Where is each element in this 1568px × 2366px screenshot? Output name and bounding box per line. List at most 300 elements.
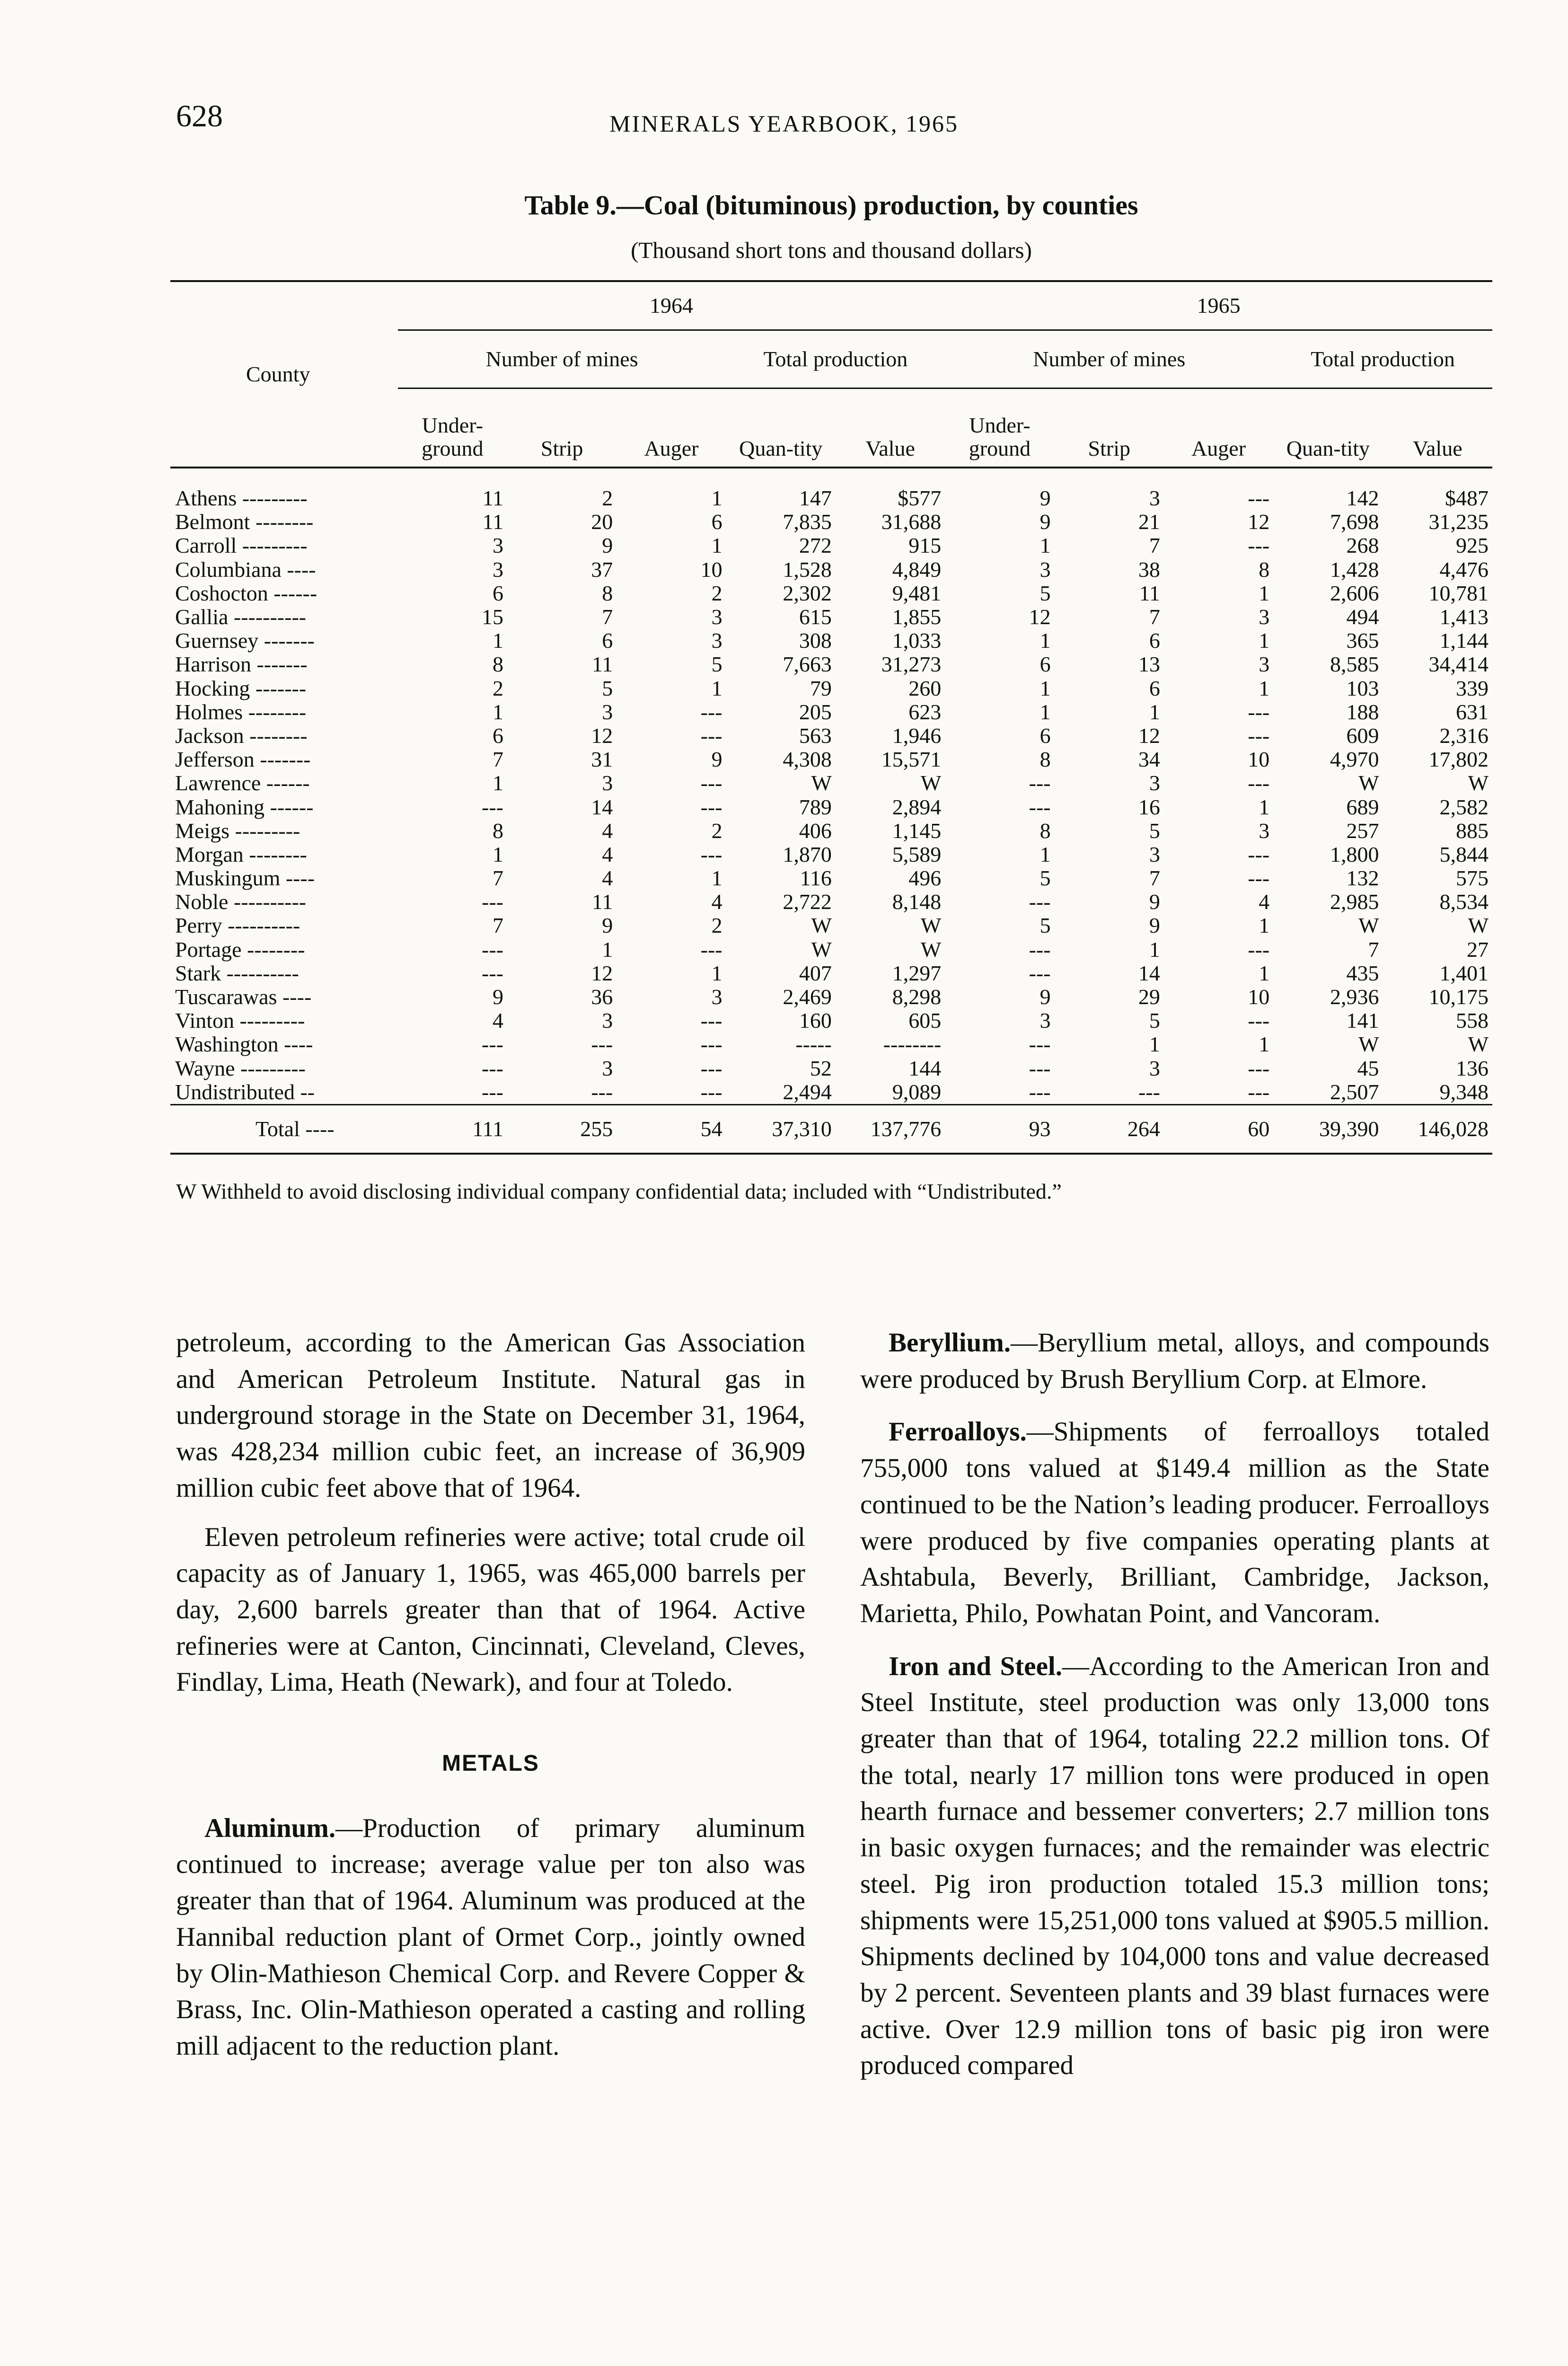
table-cell: 5,844 (1439, 842, 1489, 866)
table-cell: 406 (799, 818, 832, 843)
table-cell: 268 (1346, 533, 1379, 558)
table-title: Table 9.—Coal (bituminous) production, by counties (524, 190, 1138, 221)
table-row (170, 843, 1492, 866)
table-cell: 9,481 (892, 581, 942, 605)
table-cell: $577 (898, 486, 942, 511)
table-cell: 2,469 (783, 985, 832, 1009)
table-row (170, 985, 1492, 1009)
mines-1965-header: Number of mines (945, 330, 1273, 388)
table-cell: 6 (1149, 628, 1160, 653)
page-number: 628 (176, 99, 223, 133)
running-head: MINERALS YEARBOOK, 1965 (609, 110, 959, 137)
table-cell: 1 (1039, 533, 1051, 558)
paragraph-text: —Shipments of ferroalloys totaled 755,000 tons valued at $149.4 million as the State continued to be the Nation’s leading producer. Ferroalloys were produced by five companies operating plants at Ashtabula, Beverly, Brilliant, Cambridge, Jackson, Marietta, Philo, Powhatan Point, and Vancoram. (860, 1417, 1489, 1628)
table-cell: 435 (1346, 961, 1379, 985)
table-cell: 496 (908, 866, 942, 891)
table-cell: 1 (1039, 628, 1051, 653)
table-row (170, 653, 1492, 676)
table-row (170, 1033, 1492, 1056)
table-cell: 885 (1456, 818, 1489, 843)
table-cell: 15 (481, 605, 503, 629)
table-cell: 20 (591, 510, 613, 534)
table-cell: 3 (711, 985, 722, 1009)
table-cell: 1 (1259, 1032, 1270, 1057)
table-cell: 1,413 (1439, 605, 1489, 629)
table-cell: 5 (602, 676, 613, 700)
year-1965-header: 1965 (945, 281, 1492, 330)
county-column-header: County (170, 281, 398, 468)
table-cell: 257 (1346, 818, 1379, 843)
table-cell: W (1468, 913, 1489, 938)
table-cell: 9 (1149, 890, 1160, 914)
paragraph-text: —Production of primary aluminum continued to increase; average value per ton also was greater than that of 1964. Aluminum was produced at the Hannibal reduction plant of Ormet Corp., jointly owned by Olin-Mathieson Chemical Corp. and Revere Copper & Brass, Inc. Olin-Mathieson operated a casting and rolling mill adjacent to the reduction plant. (176, 1813, 805, 2061)
table-cell: 563 (799, 723, 832, 748)
table-cell: 10,781 (1428, 581, 1489, 605)
table-cell: 8,148 (892, 890, 942, 914)
table-cell: 37 (591, 557, 613, 582)
table-cell: W (920, 771, 942, 795)
table-cell: --- (700, 1056, 722, 1080)
table-body (170, 468, 1492, 1104)
table-cell: --- (1248, 723, 1270, 748)
table-cell: W (920, 913, 942, 938)
table-cell: --- (1248, 842, 1270, 866)
table-cell: 5 (1039, 866, 1051, 891)
table-cell: 2 (602, 486, 613, 511)
table-cell: 2 (711, 913, 722, 938)
table-cell: 2,507 (1330, 1079, 1379, 1104)
table-cell: 14 (591, 795, 613, 819)
table-cell: 1 (1039, 676, 1051, 700)
table-cell: ----- (795, 1032, 832, 1057)
table-cell: 31,273 (881, 652, 942, 677)
table-cell: 141 (1346, 1008, 1379, 1033)
table-cell: 9,089 (892, 1079, 942, 1104)
table-cell: 10 (1248, 985, 1270, 1009)
table-cell: 3 (492, 557, 503, 582)
total-row (170, 1104, 1492, 1154)
table-cell: 1,870 (783, 842, 832, 866)
county-name: Perry ---------- (175, 913, 300, 938)
table-cell: 37,310 (726, 1104, 836, 1154)
table-cell: --- (1029, 1079, 1051, 1104)
table-cell: 8,298 (892, 985, 942, 1009)
runin-heading: Ferroalloys. (889, 1417, 1027, 1447)
table-cell: 2 (711, 818, 722, 843)
table-cell: 1 (1149, 937, 1160, 962)
table-cell: 34,414 (1428, 652, 1489, 677)
table-cell: 2,985 (1330, 890, 1379, 914)
table-cell: 9 (711, 747, 722, 772)
table-cell: 3 (1149, 486, 1160, 511)
table-row (170, 677, 1492, 700)
table-cell: 29 (1138, 985, 1160, 1009)
table-cell: 4 (1259, 890, 1270, 914)
auger-1964-header: Auger (617, 388, 726, 468)
table-cell: 1,144 (1439, 628, 1489, 653)
county-name: Jackson -------- (175, 723, 308, 748)
table-cell: --- (1029, 1032, 1051, 1057)
table-cell: 915 (908, 533, 942, 558)
runin-heading: Iron and Steel. (889, 1651, 1062, 1681)
table-cell: --- (1248, 1079, 1270, 1104)
table-cell: 45 (1357, 1056, 1379, 1080)
table-cell: 4 (602, 818, 613, 843)
paragraph-text: —According to the American Iron and Steel Institute, steel production was only 13,000 tons greater than that of 1964, totaling 22.2 million tons. Of the total, nearly 17 million tons were produced in open hearth furnace and bessemer converters; 2.7 million tons in basic oxygen furnaces; and the remainder was electric steel. Pig iron production totaled 15.3 million tons; shipments were 15,251,000 tons valued at $905.5 million. Shipments declined by 104,000 tons and value decreased by 2 percent. Seventeen plants and 39 blast furnaces were active. Over 12.9 million tons of basic pig iron were produced compared (860, 1651, 1490, 2081)
quantity-1965-header: Quan-tity (1273, 388, 1383, 468)
table-cell: 925 (1456, 533, 1489, 558)
table-cell: 147 (799, 486, 832, 511)
table-cell: 1 (1039, 842, 1051, 866)
table-cell: 6 (492, 723, 503, 748)
table-cell: 39,390 (1273, 1104, 1383, 1154)
section-heading: METALS (442, 1751, 539, 1776)
table-cell: 1 (1259, 961, 1270, 985)
table-cell: 12 (1138, 723, 1160, 748)
table-cell: --- (1248, 1056, 1270, 1080)
table-cell: W (811, 913, 832, 938)
table-cell: 11 (592, 890, 613, 914)
table-cell: 9 (602, 913, 613, 938)
table-cell: W (1358, 913, 1379, 938)
table-row (170, 890, 1492, 914)
table-cell: 609 (1346, 723, 1379, 748)
table-cell: --- (482, 795, 503, 819)
paragraph: petroleum, according to the American Gas Association and American Petroleum Institute. Natural gas in underground storage in the State on December 31, 1964, was 428,234 million cubic feet, an increase of 36,909 million cubic feet above that of 1964. (176, 1328, 805, 1503)
paragraph-text: —Beryllium metal, alloys, and compounds were produced by Brush Beryllium Corp. at Elmore. (860, 1328, 1489, 1394)
table-cell: 8 (1259, 557, 1270, 582)
table-cell: 4 (602, 842, 613, 866)
table-cell: 1 (711, 961, 722, 985)
table-cell: 11 (1139, 581, 1160, 605)
table-cell: 8 (1039, 818, 1051, 843)
table-cell: 1 (711, 866, 722, 891)
table-cell: 137,776 (836, 1104, 945, 1154)
table-cell: 7 (492, 747, 503, 772)
table-cell: 10 (700, 557, 722, 582)
county-name: Noble ---------- (175, 890, 307, 914)
table-row (170, 724, 1492, 748)
table-cell: 2 (492, 676, 503, 700)
table-cell: 31,235 (1428, 510, 1489, 534)
table-cell: 2,582 (1439, 795, 1489, 819)
table-cell: --- (1248, 866, 1270, 891)
table-cell: --- (1029, 937, 1051, 962)
table-cell: 36 (591, 985, 613, 1009)
table-cell: 8 (1039, 747, 1051, 772)
table-row (170, 819, 1492, 843)
table-cell: 494 (1346, 605, 1379, 629)
county-name: Athens --------- (175, 486, 308, 511)
table-cell: 339 (1456, 676, 1489, 700)
county-name: Washington ---- (175, 1032, 313, 1057)
county-name: Gallia ---------- (175, 605, 307, 629)
county-name: Guernsey ------- (175, 628, 315, 653)
table-cell: 1 (1259, 676, 1270, 700)
county-name: Columbiana ---- (175, 557, 316, 582)
table-cell: 7 (1368, 937, 1379, 962)
table-cell: 2,894 (892, 795, 942, 819)
underground-1964-header: Under-ground (398, 388, 507, 468)
underground-1965-header: Under-ground (945, 388, 1054, 468)
county-name: Carroll --------- (175, 533, 308, 558)
table-cell: --- (591, 1032, 613, 1057)
table-cell: 1 (1259, 581, 1270, 605)
table-cell: 12 (1029, 605, 1051, 629)
table-cell: 9 (1039, 486, 1051, 511)
table-cell: --- (482, 1079, 503, 1104)
strip-1964-header: Strip (507, 388, 617, 468)
table-cell: 16 (1138, 795, 1160, 819)
table-cell: 93 (945, 1104, 1054, 1154)
table-cell: 1 (1259, 628, 1270, 653)
table-cell: 3 (602, 1008, 613, 1033)
table-cell: 558 (1456, 1008, 1489, 1033)
table-row (170, 510, 1492, 534)
table-cell: 5 (1149, 818, 1160, 843)
table-cell: --- (700, 771, 722, 795)
table-cell: 1 (492, 771, 503, 795)
table-cell: 144 (908, 1056, 942, 1080)
table-row (170, 1009, 1492, 1033)
production-1965-header: Total production (1273, 330, 1492, 388)
table-cell: $487 (1445, 486, 1489, 511)
table-cell: 6 (1039, 723, 1051, 748)
auger-1965-header: Auger (1164, 388, 1273, 468)
county-name: Meigs --------- (175, 818, 300, 843)
table-cell: 3 (1149, 842, 1160, 866)
table-cell: --- (1248, 771, 1270, 795)
table-cell: --- (1029, 771, 1051, 795)
county-name: Belmont -------- (175, 510, 314, 534)
table-cell: 1,401 (1439, 961, 1489, 985)
table-cell: 5 (1039, 581, 1051, 605)
table-cell: --- (700, 1032, 722, 1057)
table-cell: --- (700, 699, 722, 724)
table-cell: 188 (1346, 699, 1379, 724)
county-name: Morgan -------- (175, 842, 307, 866)
table-cell: 7 (1149, 866, 1160, 891)
table-row (170, 938, 1492, 962)
table-cell: 1 (1149, 699, 1160, 724)
table-cell: W (811, 937, 832, 962)
table-cell: --- (482, 1032, 503, 1057)
table-cell: 5,589 (892, 842, 942, 866)
table-cell: 9 (1149, 913, 1160, 938)
table-cell: --- (700, 1008, 722, 1033)
table-cell: 4,849 (892, 557, 942, 582)
table-cell: 1 (1039, 699, 1051, 724)
table-cell: 2 (711, 581, 722, 605)
table-cell: 142 (1346, 486, 1379, 511)
table-cell: 10,175 (1428, 985, 1489, 1009)
table-cell: 272 (799, 533, 832, 558)
paragraph (176, 1810, 805, 2065)
county-name: Lawrence ------ (175, 771, 310, 795)
table-cell: 6 (602, 628, 613, 653)
table-cell: 2,606 (1330, 581, 1379, 605)
table-cell: 8 (602, 581, 613, 605)
paragraph (860, 1649, 1489, 2084)
table-row (170, 962, 1492, 985)
table-cell: 8 (492, 818, 503, 843)
table-cell: W (1358, 771, 1379, 795)
table-cell: 1 (492, 628, 503, 653)
table-cell: 264 (1055, 1104, 1164, 1154)
table-cell: 17,802 (1428, 747, 1489, 772)
table-cell: 11 (592, 652, 613, 677)
county-name: Mahoning ------ (175, 795, 314, 819)
table-cell: 1,946 (892, 723, 942, 748)
county-name: Muskingum ---- (175, 866, 315, 891)
table-cell: 365 (1346, 628, 1379, 653)
table-cell: 1,528 (783, 557, 832, 582)
table-cell: --- (1248, 937, 1270, 962)
table-cell: 2,316 (1439, 723, 1489, 748)
table-cell: 689 (1346, 795, 1379, 819)
county-name: Harrison ------- (175, 652, 308, 677)
runin-heading: Beryllium. (889, 1328, 1011, 1358)
paragraph (860, 1325, 1489, 1397)
table-cell: 205 (799, 699, 832, 724)
table-cell: 4 (711, 890, 722, 914)
table-cell: --- (1029, 795, 1051, 819)
table-cell: 3 (1039, 1008, 1051, 1033)
right-column (860, 1325, 1489, 2084)
table-cell: 2,494 (783, 1079, 832, 1104)
table-cell: 132 (1346, 866, 1379, 891)
table-row (170, 534, 1492, 557)
table-cell: 6 (711, 510, 722, 534)
county-name: Vinton --------- (175, 1008, 305, 1033)
table-cell: 4,970 (1330, 747, 1379, 772)
mines-1964-header: Number of mines (398, 330, 726, 388)
table-row (170, 468, 1492, 510)
value-1964-header: Value (836, 388, 945, 468)
county-name: Portage -------- (175, 937, 305, 962)
table-cell: 1 (711, 486, 722, 511)
table-cell: W (1468, 1032, 1489, 1057)
table-cell: 4 (492, 1008, 503, 1033)
table-cell: 1 (1149, 1032, 1160, 1057)
table-cell: --- (700, 937, 722, 962)
table-cell: 12 (591, 723, 613, 748)
county-name: Stark ---------- (175, 961, 299, 985)
table-cell: 5 (711, 652, 722, 677)
table-cell: 3 (602, 699, 613, 724)
table-cell: 3 (1259, 818, 1270, 843)
table-cell: 146,028 (1383, 1104, 1492, 1154)
table-cell: 623 (908, 699, 942, 724)
table-cell: --- (1248, 699, 1270, 724)
table-cell: 27 (1467, 937, 1489, 962)
table-cell: 260 (908, 676, 942, 700)
table-cell: 615 (799, 605, 832, 629)
table-cell: 1 (1259, 795, 1270, 819)
table-cell: --- (1248, 486, 1270, 511)
table-cell: 1,033 (892, 628, 942, 653)
table-cell: 3 (1259, 652, 1270, 677)
table-cell: 9 (1039, 510, 1051, 534)
table-cell: --- (1029, 1056, 1051, 1080)
table-cell: 1 (711, 533, 722, 558)
table-cell: 789 (799, 795, 832, 819)
table-cell: 605 (908, 1008, 942, 1033)
table-cell: 5 (1039, 913, 1051, 938)
table-cell: 160 (799, 1008, 832, 1033)
table-row (170, 795, 1492, 819)
table-row (170, 771, 1492, 795)
table-cell: 1,800 (1330, 842, 1379, 866)
table-cell: --- (700, 795, 722, 819)
table-cell: 6 (1149, 676, 1160, 700)
table-cell: 31,688 (881, 510, 942, 534)
table-cell: 52 (810, 1056, 832, 1080)
table-cell: 3 (1149, 771, 1160, 795)
table-cell: 11 (482, 510, 503, 534)
table-cell: 3 (602, 771, 613, 795)
table-cell: 8,534 (1439, 890, 1489, 914)
table-cell: 7,835 (783, 510, 832, 534)
table-cell: 7,663 (783, 652, 832, 677)
table-row (170, 1080, 1492, 1105)
table-cell: --- (700, 842, 722, 866)
table-cell: --- (482, 890, 503, 914)
table-cell: 21 (1138, 510, 1160, 534)
table-row (170, 1057, 1492, 1080)
table-cell: 12 (591, 961, 613, 985)
table-cell: --- (1248, 1008, 1270, 1033)
table-cell: 7 (492, 866, 503, 891)
table-cell: Total ---- (170, 1104, 398, 1154)
table-cell: W (811, 771, 832, 795)
county-name: Tuscarawas ---- (175, 985, 312, 1009)
table-cell: 7 (602, 605, 613, 629)
table-cell: 3 (602, 1056, 613, 1080)
year-1964-header: 1964 (398, 281, 945, 330)
table-row (170, 748, 1492, 771)
table-cell: 12 (1248, 510, 1270, 534)
table-cell: --- (1029, 961, 1051, 985)
table-cell: 9,348 (1439, 1079, 1489, 1104)
table-cell: 3 (711, 605, 722, 629)
table-cell: 6 (492, 581, 503, 605)
table-cell: 8,585 (1330, 652, 1379, 677)
table-cell: --- (482, 1056, 503, 1080)
table-cell: 1,145 (892, 818, 942, 843)
table-cell: W (1468, 771, 1489, 795)
county-name: Jefferson ------- (175, 747, 311, 772)
left-column (176, 1325, 805, 2065)
table-cell: 6 (1039, 652, 1051, 677)
table-cell: 7,698 (1330, 510, 1379, 534)
table-cell: 54 (617, 1104, 726, 1154)
table-cell: 79 (810, 676, 832, 700)
table-cell: 8 (492, 652, 503, 677)
value-1965-header: Value (1383, 388, 1492, 468)
table-cell: 9 (1039, 985, 1051, 1009)
table-cell: 14 (1138, 961, 1160, 985)
table-cell: 3 (492, 533, 503, 558)
table-cell: --- (700, 1079, 722, 1104)
table-cell: 38 (1138, 557, 1160, 582)
table-cell: 5 (1149, 1008, 1160, 1033)
strip-1965-header: Strip (1055, 388, 1164, 468)
paragraph: Eleven petroleum refineries were active; total crude oil capacity as of January 1, 1965, was 465,000 barrels per day, 2,600 barrels greater than that of 1964. Active refineries were at Canton, Cincinnati, Cleveland, Cleves, Findlay, Lima, Heath (Newark), and four at Toledo. (176, 1522, 805, 1697)
table-cell: 4,476 (1439, 557, 1489, 582)
table-cell: 3 (1259, 605, 1270, 629)
table-cell: 9 (602, 533, 613, 558)
